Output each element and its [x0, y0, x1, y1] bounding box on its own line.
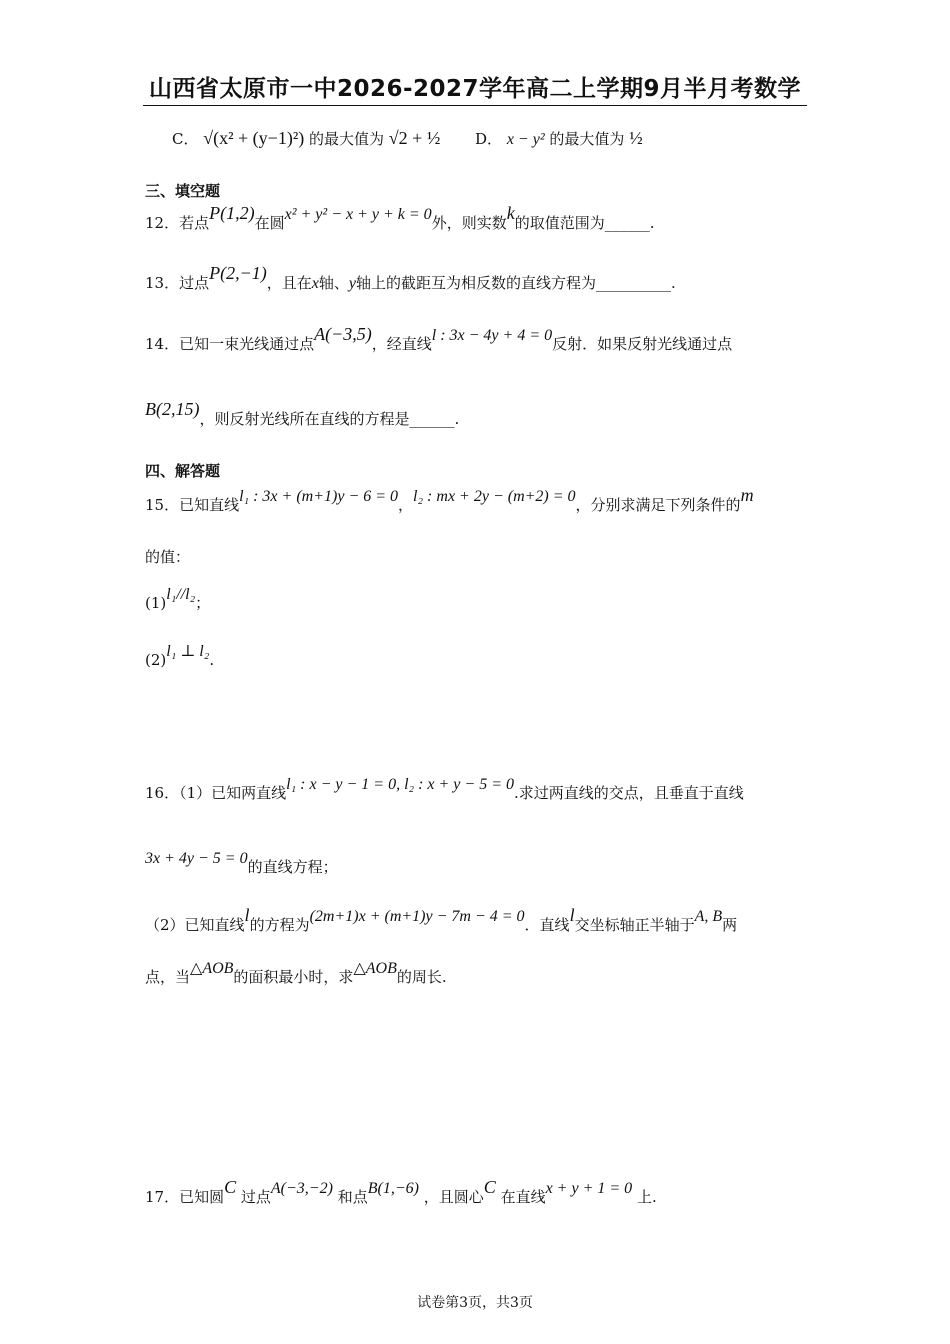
q13-y: y: [348, 275, 356, 292]
q16-text-5: 的方程为: [249, 916, 310, 934]
question-16-line-3: [145, 905, 738, 935]
option-d-expression: x − y²: [506, 131, 545, 148]
q14-text-2: ，经直线: [371, 335, 432, 353]
q17-point-b: B(1,−6): [367, 1180, 419, 1197]
q12-text-4: 的取值范围为______.: [514, 214, 655, 232]
option-d-value: ½: [629, 128, 643, 148]
question-14-line-1: [145, 324, 733, 354]
q16-text-2: .求过两直线的交点，且垂直于直线: [514, 784, 744, 802]
q13-text-2: ，且在: [266, 274, 312, 292]
section-4-heading: 四、解答题: [145, 462, 221, 480]
q13-x: x: [311, 275, 319, 292]
q12-variable: k: [506, 203, 515, 223]
q15-part-2-end: .: [209, 651, 215, 669]
q16-text-10: 的面积最小时，求: [233, 968, 354, 986]
q17-line-equation: x + y + 1 = 0: [545, 1180, 633, 1197]
q16-text-1: 16．（1）已知两直线: [145, 784, 287, 802]
q17-circle-c: C: [224, 1177, 237, 1197]
option-d-label: D．: [475, 130, 503, 148]
question-15-line-1: [145, 485, 754, 515]
q11-options: [172, 128, 440, 149]
q17-text-1: 17．已知圆: [145, 1188, 225, 1206]
q16-text-8: 两: [722, 916, 738, 934]
q16-text-11: 的周长.: [396, 968, 447, 986]
question-17: [145, 1177, 657, 1207]
option-c-value: √2 + ½: [388, 128, 441, 148]
q15-line-l1: l₁ : 3x + (m+1)y − 6 = 0: [239, 488, 399, 505]
page-title: 山西省太原市一中2026-2027学年高二上学期9月半月考数学: [143, 70, 807, 106]
q16-text-9: 点，当: [145, 968, 191, 986]
question-13: [145, 263, 676, 293]
q15-part-2-expression: l₁ ⊥ l₂: [166, 643, 210, 660]
question-16-line-2: [145, 850, 338, 877]
q15-text-2: ，分别求满足下列条件的: [575, 496, 741, 514]
section-3-heading: 三、填空题: [145, 182, 221, 200]
q12-text-3: 外，则实数: [431, 214, 507, 232]
option-d-text: 的最大值为: [549, 130, 625, 148]
q14-line-equation: l : 3x − 4y + 4 = 0: [431, 327, 553, 344]
q16-line-l: l: [244, 905, 250, 925]
q16-text-3: 的直线方程；: [247, 858, 338, 876]
q15-part-1-expression: l₁//l₂: [166, 586, 196, 603]
q13-text-3: 轴、: [318, 274, 349, 292]
question-15-part-2: [145, 643, 215, 670]
question-16-line-4: [145, 960, 447, 987]
q15-part-1-label: (1): [145, 594, 167, 612]
q16-points-ab: A, B: [694, 908, 723, 925]
q17-text-3: 和点: [337, 1188, 368, 1206]
q16-line-l-2: l: [569, 905, 575, 925]
q17-center-c: C: [483, 1177, 496, 1197]
q12-text-2: 在圆: [254, 214, 285, 232]
q16-text-7: 交坐标轴正半轴于: [574, 916, 695, 934]
page-footer: 试卷第3页，共3页: [417, 1295, 533, 1311]
option-c-expression: √(x² + (y−1)²): [203, 128, 305, 148]
q15-part-1-end: ；: [195, 594, 211, 612]
q17-text-2: 过点: [240, 1188, 271, 1206]
q16-text-4: （2）已知直线: [145, 916, 245, 934]
q16-triangle-1: △AOB: [190, 960, 234, 977]
q12-text-1: 12．若点: [145, 214, 210, 232]
option-c-text: 的最大值为: [309, 130, 385, 148]
q13-point: P(2,−1): [209, 263, 267, 283]
q16-triangle-2: △AOB: [353, 960, 397, 977]
question-12: [145, 203, 655, 233]
q12-circle-equation: x² + y² − x + y + k = 0: [284, 206, 432, 223]
q16-perpendicular-line: 3x + 4y − 5 = 0: [145, 850, 248, 867]
question-16-line-1: [145, 776, 744, 803]
q16-text-6: ．直线: [524, 916, 570, 934]
q12-point: P(1,2): [209, 203, 255, 223]
q17-text-4: ，且圆心: [423, 1188, 484, 1206]
q15-variable-m: m: [740, 485, 754, 505]
q13-text-4: 轴上的截距互为相反数的直线方程为__________.: [355, 274, 676, 292]
q11-option-d: [475, 128, 643, 149]
q16-lines: l₁ : x − y − 1 = 0, l₂ : x + y − 5 = 0: [286, 776, 514, 793]
option-c-label: C．: [172, 130, 199, 148]
q15-part-2-label: (2): [145, 651, 167, 669]
q15-line-l2: l₂ : mx + 2y − (m+2) = 0: [413, 488, 576, 505]
question-15-line-2: 的值：: [145, 548, 191, 566]
question-14-line-2: [145, 399, 460, 429]
q17-text-5: 在直线: [500, 1188, 546, 1206]
q14-point-b: B(2,15): [145, 399, 200, 419]
q17-text-6: 上.: [636, 1188, 657, 1206]
q15-comma: ，: [398, 496, 414, 514]
q13-text-1: 13．过点: [145, 274, 210, 292]
q14-text-4: ，则反射光线所在直线的方程是______.: [199, 410, 460, 428]
q14-text-1: 14．已知一束光线通过点: [145, 335, 315, 353]
question-15-part-1: [145, 586, 211, 613]
q14-point-a: A(−3,5): [314, 324, 372, 344]
q17-point-a: A(−3,−2): [270, 1180, 333, 1197]
q14-text-3: 反射．如果反射光线通过点: [552, 335, 733, 353]
q15-text-1: 15．已知直线: [145, 496, 240, 514]
q16-equation: (2m+1)x + (m+1)y − 7m − 4 = 0: [309, 908, 525, 925]
